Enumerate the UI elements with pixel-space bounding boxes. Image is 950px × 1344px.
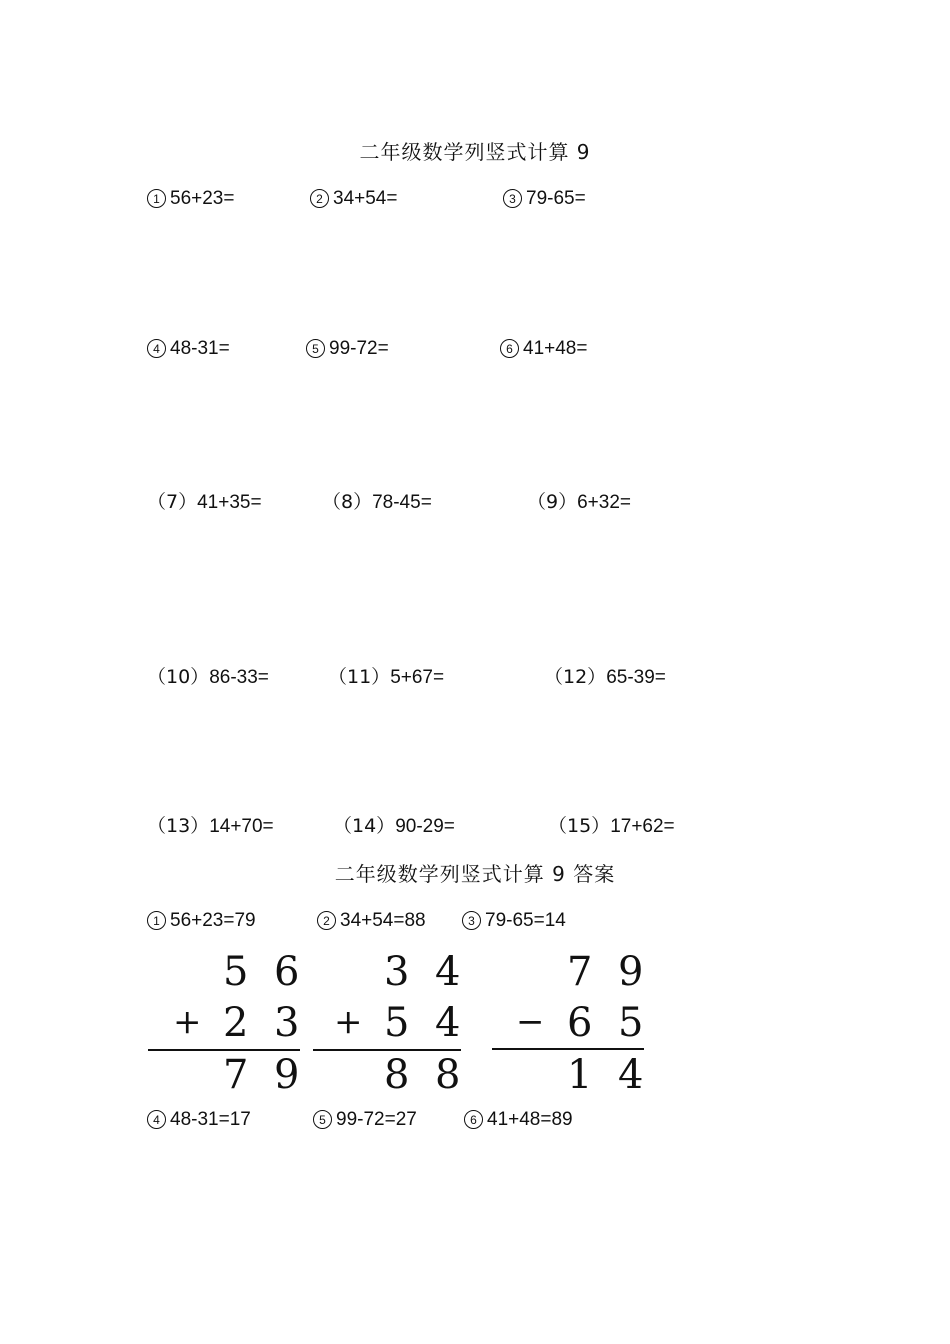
answer-6 — [464, 1109, 573, 1131]
answer-expression: 99-72=27 — [336, 1109, 417, 1130]
top-digit: 7 — [567, 949, 593, 995]
answer-number: 6 — [464, 1110, 483, 1129]
problem-expression: 5+67= — [390, 667, 445, 688]
answer-expression: 34+54=88 — [340, 910, 426, 931]
problem-expression: 79-65= — [526, 188, 586, 209]
operator-sign: − — [516, 1002, 545, 1042]
problem-3 — [503, 188, 586, 210]
problem-8 — [322, 487, 432, 514]
subtrahend-digit: 5 — [618, 1000, 644, 1046]
problem-expression: 6+32= — [577, 492, 631, 513]
answer-expression: 56+23=79 — [170, 910, 256, 931]
difference-line — [492, 1048, 644, 1050]
answer-5 — [313, 1109, 417, 1131]
problem-7 — [147, 487, 262, 514]
sum-line — [313, 1049, 461, 1051]
problem-expression: 78-45= — [372, 492, 432, 513]
problem-6 — [500, 338, 587, 360]
answer-expression: 48-31=17 — [170, 1109, 251, 1130]
problem-15 — [548, 811, 675, 838]
problem-1 — [147, 188, 234, 210]
answer-number: 2 — [317, 911, 336, 930]
addend-digit: 4 — [435, 1000, 461, 1046]
problem-expression: 41+35= — [197, 492, 262, 513]
answer-1 — [147, 910, 256, 932]
problem-number: （15） — [548, 815, 611, 837]
problem-expression: 34+54= — [333, 188, 398, 209]
problem-expression: 65-39= — [606, 667, 666, 688]
vertical-calc-3 — [492, 949, 647, 1098]
problem-expression: 90-29= — [395, 816, 455, 837]
problem-number: （11） — [328, 666, 391, 688]
answer-2 — [317, 910, 426, 932]
sum-line — [148, 1049, 300, 1051]
top-digit: 4 — [435, 949, 461, 995]
problem-10 — [147, 662, 269, 689]
problem-5 — [306, 338, 389, 360]
problem-number: 4 — [147, 339, 166, 358]
top-digit: 9 — [618, 949, 644, 995]
result-digit: 9 — [274, 1052, 300, 1098]
top-digit: 3 — [384, 949, 410, 995]
problem-expression: 99-72= — [329, 338, 389, 359]
problem-number: （12） — [544, 666, 607, 688]
problem-number: 2 — [310, 189, 329, 208]
problem-number: （13） — [147, 815, 210, 837]
result-digit: 4 — [618, 1052, 644, 1098]
problem-expression: 17+62= — [610, 816, 675, 837]
problem-expression: 86-33= — [209, 667, 269, 688]
problem-12 — [544, 662, 666, 689]
problem-expression: 41+48= — [523, 338, 588, 359]
problem-number: （9） — [527, 491, 578, 513]
result-digit: 8 — [384, 1052, 410, 1098]
subtrahend-digit: 6 — [567, 1000, 593, 1046]
result-digit: 7 — [223, 1052, 249, 1098]
problem-number: 6 — [500, 339, 519, 358]
problem-number: （8） — [322, 491, 373, 513]
problem-number: （7） — [147, 491, 198, 513]
problem-11 — [328, 662, 444, 689]
problem-number: （14） — [333, 815, 396, 837]
page-title: 二年级数学列竖式计算 9 — [359, 140, 591, 164]
answer-title: 二年级数学列竖式计算 9 答案 — [334, 862, 616, 886]
problem-4 — [147, 338, 230, 360]
addend-digit: 3 — [274, 1000, 300, 1046]
vertical-calc-2 — [313, 949, 463, 1098]
operator-sign: + — [173, 1002, 202, 1042]
problem-number: 1 — [147, 189, 166, 208]
answer-number: 1 — [147, 911, 166, 930]
answer-4 — [147, 1109, 251, 1131]
answer-expression: 79-65=14 — [485, 910, 566, 931]
top-digit: 5 — [223, 949, 249, 995]
problem-14 — [333, 811, 455, 838]
addend-digit: 5 — [384, 1000, 410, 1046]
result-digit: 8 — [435, 1052, 461, 1098]
problem-9 — [527, 487, 631, 514]
problem-2 — [310, 188, 397, 210]
problem-number: 3 — [503, 189, 522, 208]
operator-sign: + — [334, 1002, 363, 1042]
problem-13 — [147, 811, 274, 838]
answer-3 — [462, 910, 566, 932]
answer-number: 4 — [147, 1110, 166, 1129]
result-digit: 1 — [567, 1052, 593, 1098]
problem-expression: 14+70= — [209, 816, 274, 837]
answer-expression: 41+48=89 — [487, 1109, 573, 1130]
vertical-calc-1 — [148, 949, 303, 1098]
problem-number: （10） — [147, 666, 210, 688]
problem-expression: 56+23= — [170, 188, 235, 209]
answer-number: 3 — [462, 911, 481, 930]
answer-number: 5 — [313, 1110, 332, 1129]
problem-expression: 48-31= — [170, 338, 230, 359]
top-digit: 6 — [274, 949, 300, 995]
problem-number: 5 — [306, 339, 325, 358]
addend-digit: 2 — [223, 1000, 249, 1046]
